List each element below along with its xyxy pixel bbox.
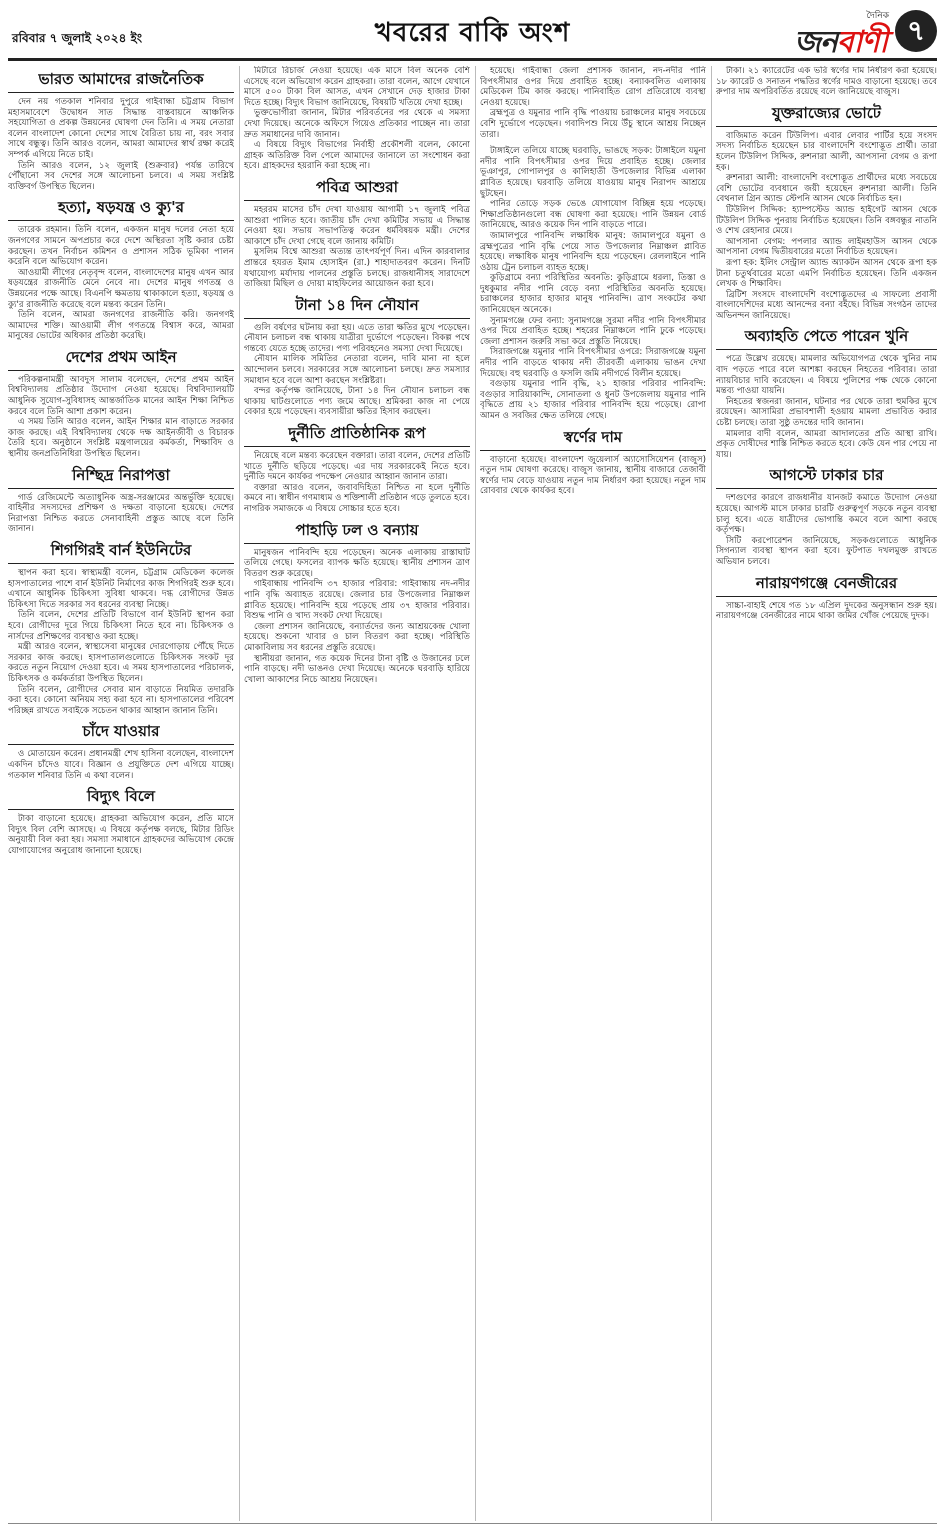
column-divider: [475, 66, 476, 1521]
story-paragraph: টাকা বাড়ানো হয়েছে। গ্রাহকরা অভিযোগ করেন, প্রতি মাসে বিদ্যুৎ বিল বেশি আসছে। এ বিষয়ে কর্তৃপক্ষ বলছে, মিটার রিডিং অনুযায়ী বিল করা হয়। সমস্যা সমাধানে গ্রাহকদের অভিযোগ কেন্দ্রে যোগাযোগের অনুরোধ জানানো হয়েছে।: [8, 814, 234, 856]
story-paragraph: মিটারে রিচার্জ নেওয়া হয়েছে। এক মাসে বিল অনেক বেশি এসেছে বলে অভিযোগ করেন গ্রাহকরা। তারা বলেন, আগে যেখানে মাসে ৫০০ টাকা বিল আসত, এখন সেখানে দেড় হাজার টাকা দিতে হচ্ছে। বিদ্যুৎ বিভাগ জানিয়েছে, বিষয়টি খতিয়ে দেখা হচ্ছে।: [244, 66, 470, 108]
headline-rule: [8, 809, 234, 810]
story-headline: পবিত্র আশুরা: [315, 177, 399, 196]
issue-date: রবিবার ৭ জুলাই ২০২৪ ইং: [12, 31, 142, 45]
story-paragraph: গার্ড রেজিমেন্টে অত্যাধুনিক অস্ত্র-সরঞ্জামের অন্তর্ভুক্তি হয়েছে। বাহিনীর সদস্যদের প্রশিক্ষণ ও দক্ষতা বাড়ানো হয়েছে। দেশের নিরাপত্তা নিশ্চিত করতে সেনাবাহিনী প্রস্তুত আছে বলে তিনি জানান।: [8, 492, 234, 535]
story-paragraph: দেন নয় গতকাল শনিবার দুপুরে গাইবান্ধা চট্টগ্রাম বিভাগ মহাসমাবেশে উদ্বোধন সাত সিদ্ধান্ত বাস্তবায়নে আঞ্চলিক সহযোগিতা ও প্রকল্প উন্নয়নের ঘোষণা দেন তিনি। এ সময় নেতারা বলেন বাংলাদেশ কোনো দেশের সাথে বৈরিতা চায় না, বরং সবার সাথে বন্ধুত্ব। তিনি আরও বলেন, আমরা আমাদের স্বার্থ রক্ষা করেই সম্পর্ক এগিয়ে নিতে চাই।: [8, 97, 234, 160]
story-headline: নিশ্ছিদ্র নিরাপত্তা: [72, 465, 170, 484]
story-headline: অব্যাহতি পেতে পারেন খুনি: [744, 327, 909, 346]
story-paragraph: মহররম মাসের চাঁদ দেখা যাওয়ায় আগামী ১৭ জুলাই পবিত্র আশুরা পালিত হবে। জাতীয় চাঁদ দেখা কমিটির সভায় এ সিদ্ধান্ত নেওয়া হয়। সভায় সভাপতিত্ব করেন ধর্মবিষয়ক মন্ত্রী। দেশের আকাশে চাঁদ দেখা গেছে বলে জানায় কমিটি।: [244, 204, 470, 247]
headline-rule: [244, 446, 470, 447]
news-story: [716, 66, 937, 98]
headline-rule: [716, 126, 937, 127]
story-headline: দুর্নীতি প্রাতিষ্ঠানিক রূপ: [288, 424, 426, 443]
headline-rule: [8, 488, 234, 489]
story-paragraph: বন্দর কর্তৃপক্ষ জানিয়েছে, টানা ১৪ দিন নৌযান চলাচল বন্ধ থাকায় ঘাটগুলোতে পণ্য জমে আছে। শ্রমিকরা কাজ না পেয়ে বেকার হয়ে পড়েছেন। ব্যবসায়ীরা ক্ষতির হিসাব করছেন।: [244, 386, 470, 418]
story-paragraph: আপসানা বেগম: পপলার অ্যান্ড লাইমহাউস আসন থেকে আপসানা বেগম দ্বিতীয়বারের মতো নির্বাচিত হয়েছেন।: [716, 236, 937, 258]
story-paragraph: তিনি আরও বলেন, ১২ জুলাই (শুক্রবার) পর্যন্ত তারিখে পৌঁছানো সব দেশের সঙ্গে আলোচনা চলবে। এ সময় সংশ্লিষ্ট ব্যক্তিবর্গ উপস্থিত ছিলেন।: [8, 160, 234, 192]
story-headline: টানা ১৪ দিন নৌযান: [295, 295, 419, 314]
story-headline: স্বর্ণের দাম: [563, 427, 623, 446]
headline-rule: [244, 543, 470, 544]
story-paragraph: মানুষজন পানিবন্দি হয়ে পড়েছেন। অনেক এলাকায় রাস্তাঘাট তলিয়ে গেছে। ফসলের ব্যাপক ক্ষতি হয়েছে। স্থানীয় প্রশাসন ত্রাণ বিতরণ শুরু করেছে।: [244, 547, 470, 579]
headline-rule: [480, 450, 706, 451]
story-paragraph: রুশনারা আলী: বাংলাদেশি বংশোদ্ভূত প্রার্থীদের মধ্যে সবচেয়ে বেশি ভোটের ব্যবধানে জয়ী হয়েছেন রুশনারা আলী। তিনি বেথনাল গ্রিন অ্যান্ড স্টেপনি আসন থেকে নির্বাচিত হন।: [716, 173, 937, 205]
column-1: [8, 66, 234, 1521]
story-paragraph: সুনামগঞ্জে ফের বন্যা: সুনামগঞ্জে সুরমা নদীর পানি বিপৎসীমার ওপর দিয়ে প্রবাহিত হচ্ছে। শহরের নিম্নাঞ্চলে পানি ঢুকে পড়েছে। জেলা প্রশাসন জরুরি সভা করে প্রস্তুতি নিয়েছে।: [480, 315, 706, 347]
story-paragraph: সিটি করপোরেশন জানিয়েছে, সড়কগুলোতে আধুনিক সিগন্যাল ব্যবস্থা স্থাপন করা হবে। ফুটপাত দখলমুক্ত রাখতে অভিযান চলবে।: [716, 535, 937, 567]
story-paragraph: ভুক্তভোগীরা জানান, মিটার পরিবর্তনের পর থেকে এ সমস্যা দেখা দিয়েছে। অনেকে অফিসে গিয়েও প্রতিকার পাচ্ছেন না। তারা দ্রুত সমাধানের দাবি জানান।: [244, 108, 470, 140]
story-paragraph: তিনি বলেন, রোগীদের সেবার মান বাড়াতে নিয়মিত তদারকি করা হবে। কোনো অনিয়ম সহ্য করা হবে না। হাসপাতালের পরিবেশ পরিচ্ছন্ন রাখতে সবাইকে সচেতন থাকার আহ্বান জানান তিনি।: [8, 684, 234, 716]
story-paragraph: গাইবান্ধায় পানিবন্দি ৩৭ হাজার পরিবার: গাইবান্ধায় নদ-নদীর পানি বৃদ্ধি অব্যাহত রয়েছে। জেলার চার উপজেলার নিম্নাঞ্চল প্লাবিত হয়েছে। পানিবন্দি হয়ে পড়েছে প্রায় ৩৭ হাজার পরিবার। বিশুদ্ধ পানি ও খাদ্য সংকট দেখা দিয়েছে।: [244, 579, 470, 622]
story-paragraph: এ সময় তিনি আরও বলেন, আইন শিক্ষার মান বাড়াতে সরকার কাজ করছে। এই বিশ্ববিদ্যালয় থেকে দক্ষ আইনজীবী ও বিচারক তৈরি হবে। অনুষ্ঠানে সংশ্লিষ্ট মন্ত্রণালয়ের কর্মকর্তা, শিক্ষাবিদ ও স্থানীয় জনপ্রতিনিধিরা উপস্থিত ছিলেন।: [8, 417, 234, 460]
column-3: [480, 66, 706, 1521]
headline-rule: [8, 563, 234, 564]
story-headline: ভারত আমাদের রাজনৈতিক: [38, 70, 204, 88]
story-paragraph: আওয়ামী লীগের নেতৃবৃন্দ বলেন, বাংলাদেশের মানুষ এখন আর ষড়যন্ত্রের রাজনীতি মেনে নেবে না। দেশের মানুষ গণতন্ত্র ও উন্নয়নের পক্ষে আছে। বিএনপি ক্ষমতায় থাকাকালে হত্যা, ষড়যন্ত্র ও ক্যু'র রাজনীতি করেছে বলে মন্তব্য করেন তিনি।: [8, 267, 234, 310]
story-paragraph: হয়েছে। গাইবান্ধা জেলা প্রশাসক জানান, নদ-নদীর পানি বিপৎসীমার ওপর দিয়ে প্রবাহিত হচ্ছে। বন্যাকবলিত এলাকায় মেডিকেল টিম কাজ করছে। পানিবাহিত রোগ প্রতিরোধে ব্যবস্থা নেওয়া হয়েছে।: [480, 66, 706, 108]
column-2: [244, 66, 470, 1521]
story-headline: চাঁদে যাওয়ার: [82, 722, 160, 741]
story-paragraph: ব্রিটিশ সংসদে বাংলাদেশি বংশোদ্ভূতদের এ সাফল্যে প্রবাসী বাংলাদেশিদের মধ্যে আনন্দের বন্যা বইছে। বিভিন্ন সংগঠন তাদের অভিনন্দন জানিয়েছে।: [716, 289, 937, 321]
news-story: [716, 574, 937, 622]
story-paragraph: কুড়িগ্রামে বন্যা পরিস্থিতির অবনতি: কুড়িগ্রামে ধরলা, তিস্তা ও দুধকুমার নদীর পানি বেড়ে বন্যা পরিস্থিতির অবনতি হয়েছে। চরাঞ্চলের হাজার হাজার মানুষ পানিবন্দি। ত্রাণ সংকটের কথা জানিয়েছেন অনেকে।: [480, 273, 706, 316]
news-story: [244, 178, 470, 290]
news-story: [8, 722, 234, 781]
story-paragraph: পানির তোড়ে সড়ক ভেঙে যোগাযোগ বিচ্ছিন্ন হয়ে পড়েছে। শিক্ষাপ্রতিষ্ঠানগুলো বন্ধ ঘোষণা করা হয়েছে। পানি উন্নয়ন বোর্ড জানিয়েছে, আরও কয়েক দিন পানি বাড়তে পারে।: [480, 199, 706, 231]
section-title: খবরের বাকি অংশ: [374, 18, 571, 48]
story-paragraph: তিনি বলেন, দেশের প্রতিটি বিভাগে বার্ন ইউনিট স্থাপন করা হবে। রোগীদের দূরে গিয়ে চিকিৎসা নিতে হবে না। চিকিৎসক ও নার্সদের প্রশিক্ষণের ব্যবস্থাও করা হচ্ছে।: [8, 610, 234, 642]
story-paragraph: ব্রহ্মপুত্র ও যমুনার পানি বৃদ্ধি পাওয়ায় চরাঞ্চলের মানুষ সবচেয়ে বেশি দুর্ভোগে পড়েছেন। গবাদিপশু নিয়ে উঁচু স্থানে আশ্রয় নিচ্ছেন তারা।: [480, 108, 706, 140]
story-headline: শিগগিরই বার্ন ইউনিটের: [50, 541, 192, 559]
story-headline: নারায়ণগঞ্জে বেনজীরের: [755, 573, 898, 592]
news-story: [8, 70, 234, 192]
column-4: [716, 66, 937, 1521]
page-number-badge: ৭: [895, 10, 937, 52]
news-story: [480, 66, 706, 140]
news-story: [244, 521, 470, 686]
story-headline: দেশের প্রথম আইন: [65, 347, 177, 366]
story-headline: যুক্তরাজ্যের ভোটে: [772, 103, 881, 122]
news-story: [716, 327, 937, 460]
story-headline: পাহাড়ি ঢল ও বন্যায়: [295, 520, 419, 539]
story-paragraph: বগুড়ায় যমুনার পানি বৃদ্ধি, ২১ হাজার পরিবার পানিবন্দি: বগুড়ার সারিয়াকান্দি, সোনাতলা ও ধুনট উপজেলায় যমুনার পানি বৃদ্ধিতে প্রায় ২১ হাজার পরিবার পানিবন্দি হয়ে পড়েছে। রোপা আমন ও সবজির ক্ষেত তলিয়ে গেছে।: [480, 379, 706, 421]
story-paragraph: দশগুণের কারণে রাজধানীর যানজট কমাতে উদ্যোগ নেওয়া হয়েছে। আগস্ট মাসে ঢাকার চারটি গুরুত্বপূর্ণ সড়কে নতুন ব্যবস্থা চালু হবে। এতে যাত্রীদের ভোগান্তি কমবে বলে আশা করছে কর্তৃপক্ষ।: [716, 493, 937, 536]
headline-rule: [244, 200, 470, 201]
news-story: [8, 541, 234, 716]
logo-wordmark: [794, 18, 887, 69]
story-paragraph: নিহতের স্বজনরা জানান, ঘটনার পর থেকে তারা হুমকির মুখে রয়েছেন। আসামিরা প্রভাবশালী হওয়ায় মামলা প্রভাবিত করার চেষ্টা চলছে। তারা সুষ্ঠু তদন্তের দাবি জানান।: [716, 396, 937, 429]
story-paragraph: টিউলিপ সিদ্দিক: হ্যাম্পস্টেড অ্যান্ড হাইগেট আসন থেকে টিউলিপ সিদ্দিক পুনরায় নির্বাচিত হয়েছেন। তিনি বঙ্গবন্ধুর নাতনি ও শেখ রেহানার মেয়ে।: [716, 204, 937, 237]
story-paragraph: জেলা প্রশাসন জানিয়েছে, বন্যার্তদের জন্য আশ্রয়কেন্দ্র খোলা হয়েছে। শুকনো খাবার ও চাল বিতরণ করা হচ্ছে। পরিস্থিতি মোকাবিলায় সব ধরনের প্রস্তুতি রয়েছে।: [244, 621, 470, 653]
story-headline: হত্যা, ষড়যন্ত্র ও ক্যু'র: [58, 198, 184, 217]
headline-rule: [716, 488, 937, 489]
story-paragraph: স্থানীয়রা জানান, গত কয়েক দিনের টানা বৃষ্টি ও উজানের ঢলে পানি বাড়ছে। নদী ভাঙনও দেখা দিয়েছে। অনেকে ঘরবাড়ি হারিয়ে খোলা আকাশের নিচে আশ্রয় নিয়েছেন।: [244, 653, 470, 685]
news-story: [244, 66, 470, 172]
story-paragraph: টাঙ্গাইলে তলিয়ে যাচ্ছে ঘরবাড়ি, ভাঙছে সড়ক: টাঙ্গাইলে যমুনা নদীর পানি বিপৎসীমার ওপর দিয়ে প্রবাহিত হচ্ছে। জেলার ভূঞাপুর, গোপালপুর ও কালিহাতী উপজেলার বিভিন্ন এলাকা প্লাবিত হয়েছে। ঘরবাড়ি তলিয়ে যাওয়ায় মানুষ নিরাপদ আশ্রয়ে ছুটছেন।: [480, 146, 706, 199]
logo-tagline: দৈনিক: [866, 11, 889, 21]
news-story: [8, 787, 234, 856]
news-story: [8, 466, 234, 535]
logo-part-1: জন: [794, 25, 837, 60]
news-story: [244, 296, 470, 418]
story-paragraph: মন্ত্রী আরও বলেন, স্বাস্থ্যসেবা মানুষের দোরগোড়ায় পৌঁছে দিতে সরকার কাজ করছে। হাসপাতালগুলোতে চিকিৎসক সংকট দূর করতে নতুন নিয়োগ দেওয়া হবে। এ সময় হাসপাতালের পরিচালক, চিকিৎসক ও কর্মকর্তারা উপস্থিত ছিলেন।: [8, 642, 234, 684]
headline-rule: [716, 596, 937, 597]
story-paragraph: গুলি বর্ষণের ঘটনায় করা হয়। এতে তারা ক্ষতির মুখে পড়েছেন। নৌযান চলাচল বন্ধ থাকায় যাত্রীরা দুর্ভোগে পড়েছেন। বিকল্প পথে গন্তব্যে যেতে হচ্ছে তাদের। পণ্য পরিবহনেও সমস্যা দেখা দিয়েছে।: [244, 322, 470, 354]
news-story: [480, 428, 706, 497]
story-paragraph: বাড়ানো হয়েছে। বাংলাদেশ জুয়েলার্স অ্যাসোসিয়েশন (বাজুস) নতুন দাম ঘোষণা করেছে। বাজুস জানায়, স্থানীয় বাজারে তেজাবী স্বর্ণের দাম বেড়ে যাওয়ায় নতুন দাম নির্ধারণ করা হয়েছে। নতুন দাম রোববার থেকে কার্যকর হবে।: [480, 454, 706, 497]
column-divider: [711, 66, 712, 1521]
column-divider: [239, 66, 240, 1521]
story-paragraph: পত্রে উল্লেখ রয়েছে। মামলার অভিযোগপত্র থেকে খুনির নাম বাদ পড়তে পারে বলে আশঙ্কা করছেন নিহতের পরিবার। তারা ন্যায়বিচার দাবি করেছেন। এ বিষয়ে পুলিশের পক্ষ থেকে কোনো মন্তব্য পাওয়া যায়নি।: [716, 354, 937, 397]
story-paragraph: টাকা। ২১ ক্যারেটের এক ভরি স্বর্ণের দাম নির্ধারণ করা হয়েছে। ১৮ ক্যারেট ও সনাতন পদ্ধতির স্বর্ণের দামও বাড়ানো হয়েছে। তবে রুপার দাম অপরিবর্তিত রয়েছে বলে জানিয়েছে বাজুস।: [716, 66, 937, 98]
story-paragraph: নৌযান মালিক সমিতির নেতারা বলেন, দাবি মানা না হলে আন্দোলন চলবে। সরকারের সঙ্গে আলোচনা চলছে। দ্রুত সমস্যার সমাধান হবে বলে আশা করছেন সংশ্লিষ্টরা।: [244, 354, 470, 386]
headline-rule: [8, 744, 234, 745]
news-story: [480, 146, 706, 421]
page-bottom-rule: [8, 1523, 937, 1524]
story-paragraph: তারেক রহমান। তিনি বলেন, একজন মানুষ দলের নেতা হয়ে জনগণের সামনে অপপ্রচার করে দেশে অস্থিরতা সৃষ্টি করার চেষ্টা করছেন। তখন নির্বাচন কমিশন ও প্রশাসন সঠিক ভূমিকা পালন করেনি বলে অভিযোগ করেন।: [8, 225, 234, 268]
newspaper-logo: [759, 8, 889, 60]
headline-rule: [716, 349, 937, 350]
headline-rule: [8, 220, 234, 221]
story-paragraph: মুসলিম বিশ্বে আশুরা অত্যন্ত তাৎপর্যপূর্ণ দিন। এদিন কারবালার প্রান্তরে হযরত ইমাম হোসাইন (রা.) শাহাদাতবরণ করেন। দিনটি যথাযোগ্য মর্যাদায় পালনের প্রস্তুতি চলছে। রাজধানীসহ সারাদেশে তাজিয়া মিছিল ও দোয়া মাহফিলের আয়োজন করা হবে।: [244, 247, 470, 290]
story-paragraph: রূপা হক: ইলিং সেন্ট্রাল অ্যান্ড অ্যাকটন আসন থেকে রূপা হক টানা চতুর্থবারের মতো এমপি নির্বাচিত হয়েছেন। তিনি একজন লেখক ও শিক্ষাবিদ।: [716, 257, 937, 290]
story-paragraph: স্থাপন করা হবে। স্বাস্থ্যমন্ত্রী বলেন, চট্টগ্রাম মেডিকেল কলেজ হাসপাতালের পাশে বার্ন ইউনিট নির্মাণের কাজ শিগগিরই শুরু হবে। এখানে আধুনিক চিকিৎসা সুবিধা থাকবে। দগ্ধ রোগীদের উন্নত চিকিৎসা দিতে সরকার সব ধরনের ব্যবস্থা নিচ্ছে।: [8, 568, 234, 610]
story-paragraph: সিরাজগঞ্জে যমুনার পানি বিপৎসীমার ওপরে: সিরাজগঞ্জে যমুনা নদীর পানি বাড়তে থাকায় নদী তীরবর্তী এলাকায় ভাঙন দেখা দিয়েছে। বহু ঘরবাড়ি ও ফসলি জমি নদীগর্ভে বিলীন হয়েছে।: [480, 347, 706, 379]
story-paragraph: পরিকল্পনামন্ত্রী আবদুস সালাম বলেছেন, দেশের প্রথম আইন বিশ্ববিদ্যালয় প্রতিষ্ঠার উদ্যোগ নেওয়া হয়েছে। বিশ্ববিদ্যালয়টি আধুনিক সুযোগ-সুবিধাসহ আন্তর্জাতিক মানের আইন শিক্ষা নিশ্চিত করবে বলে তিনি আশা প্রকাশ করেন।: [8, 374, 234, 417]
story-paragraph: ও মোতায়েন করেন। প্রধানমন্ত্রী শেখ হাসিনা বলেছেন, বাংলাদেশ একদিন চাঁদেও যাবে। বিজ্ঞান ও প্রযুক্তিতে দেশ এগিয়ে যাচ্ছে। গতকাল শনিবার তিনি এ কথা বলেন।: [8, 749, 234, 781]
story-paragraph: সাচ্চা-বাহাই শেষে গত ১৮ এপ্রিল দুদকের অনুসন্ধান শুরু হয়। নারায়ণগঞ্জে বেনজীরের নামে থাকা জমির খোঁজ পেয়েছে দুদক।: [716, 600, 937, 622]
logo-part-2: বাণী: [836, 25, 887, 60]
headline-rule: [8, 370, 234, 371]
masthead: [8, 6, 937, 61]
story-headline: আগস্টে ঢাকার চার: [769, 466, 884, 485]
news-story: [8, 198, 234, 342]
headline-rule: [244, 318, 470, 319]
story-headline: বিদ্যুৎ বিলে: [87, 787, 155, 806]
story-paragraph: বাজিমাত করেন টিউলিপ। এবার লেবার পার্টির হয়ে সংসদ সদস্য নির্বাচিত হয়েছেন চার বাংলাদেশি বংশোদ্ভূত প্রার্থী। তারা হলেন টিউলিপ সিদ্দিক, রুশনারা আলী, আপসানা বেগম ও রূপা হক।: [716, 130, 937, 173]
news-story: [8, 348, 234, 460]
news-story: [244, 424, 470, 515]
story-paragraph: নিয়েছে বলে মন্তব্য করেছেন বক্তারা। তারা বলেন, দেশের প্রতিটি খাতে দুর্নীতি ছড়িয়ে পড়েছে। এর দায় সরকারকেই নিতে হবে। দুর্নীতি দমনে কার্যকর পদক্ষেপ নেওয়ার আহ্বান জানান তারা।: [244, 451, 470, 483]
story-paragraph: বক্তারা আরও বলেন, জবাবদিহিতা নিশ্চিত না হলে দুর্নীতি কমবে না। স্বাধীন গণমাধ্যম ও শক্তিশালী প্রতিষ্ঠান গড়ে তুলতে হবে। নাগরিক সমাজকে এ বিষয়ে সোচ্চার হতে হবে।: [244, 482, 470, 514]
story-paragraph: এ বিষয়ে বিদ্যুৎ বিভাগের নির্বাহী প্রকৌশলী বলেন, কোনো গ্রাহক অতিরিক্ত বিল পেলে আমাদের জানালে তা সংশোধন করা হবে। গ্রাহকদের হয়রানি করা হচ্ছে না।: [244, 140, 470, 172]
news-story: [716, 466, 937, 567]
news-story: [716, 104, 937, 322]
story-paragraph: তিনি বলেন, আমরা জনগণের রাজনীতি করি। জনগণই আমাদের শক্তি। আওয়ামী লীগ গণতন্ত্রে বিশ্বাস করে, আমরা মানুষের ভোটের অধিকার প্রতিষ্ঠা করেছি।: [8, 310, 234, 342]
story-paragraph: মামলার বাদী বলেন, আমরা আদালতের প্রতি আস্থা রাখি। প্রকৃত দোষীদের শাস্তি নিশ্চিত করতে হবে। কেউ যেন পার পেয়ে না যায়।: [716, 428, 937, 460]
story-paragraph: জামালপুরে পানিবন্দি লক্ষাধিক মানুষ: জামালপুরে যমুনা ও ব্রহ্মপুত্রের পানি বৃদ্ধি পেয়ে সাত উপজেলার নিম্নাঞ্চল প্লাবিত হয়েছে। লক্ষাধিক মানুষ পানিবন্দি হয়ে পড়েছেন। রেললাইনে পানি ওঠায় ট্রেন চলাচল ব্যাহত হচ্ছে।: [480, 230, 706, 273]
headline-rule: [8, 92, 234, 93]
